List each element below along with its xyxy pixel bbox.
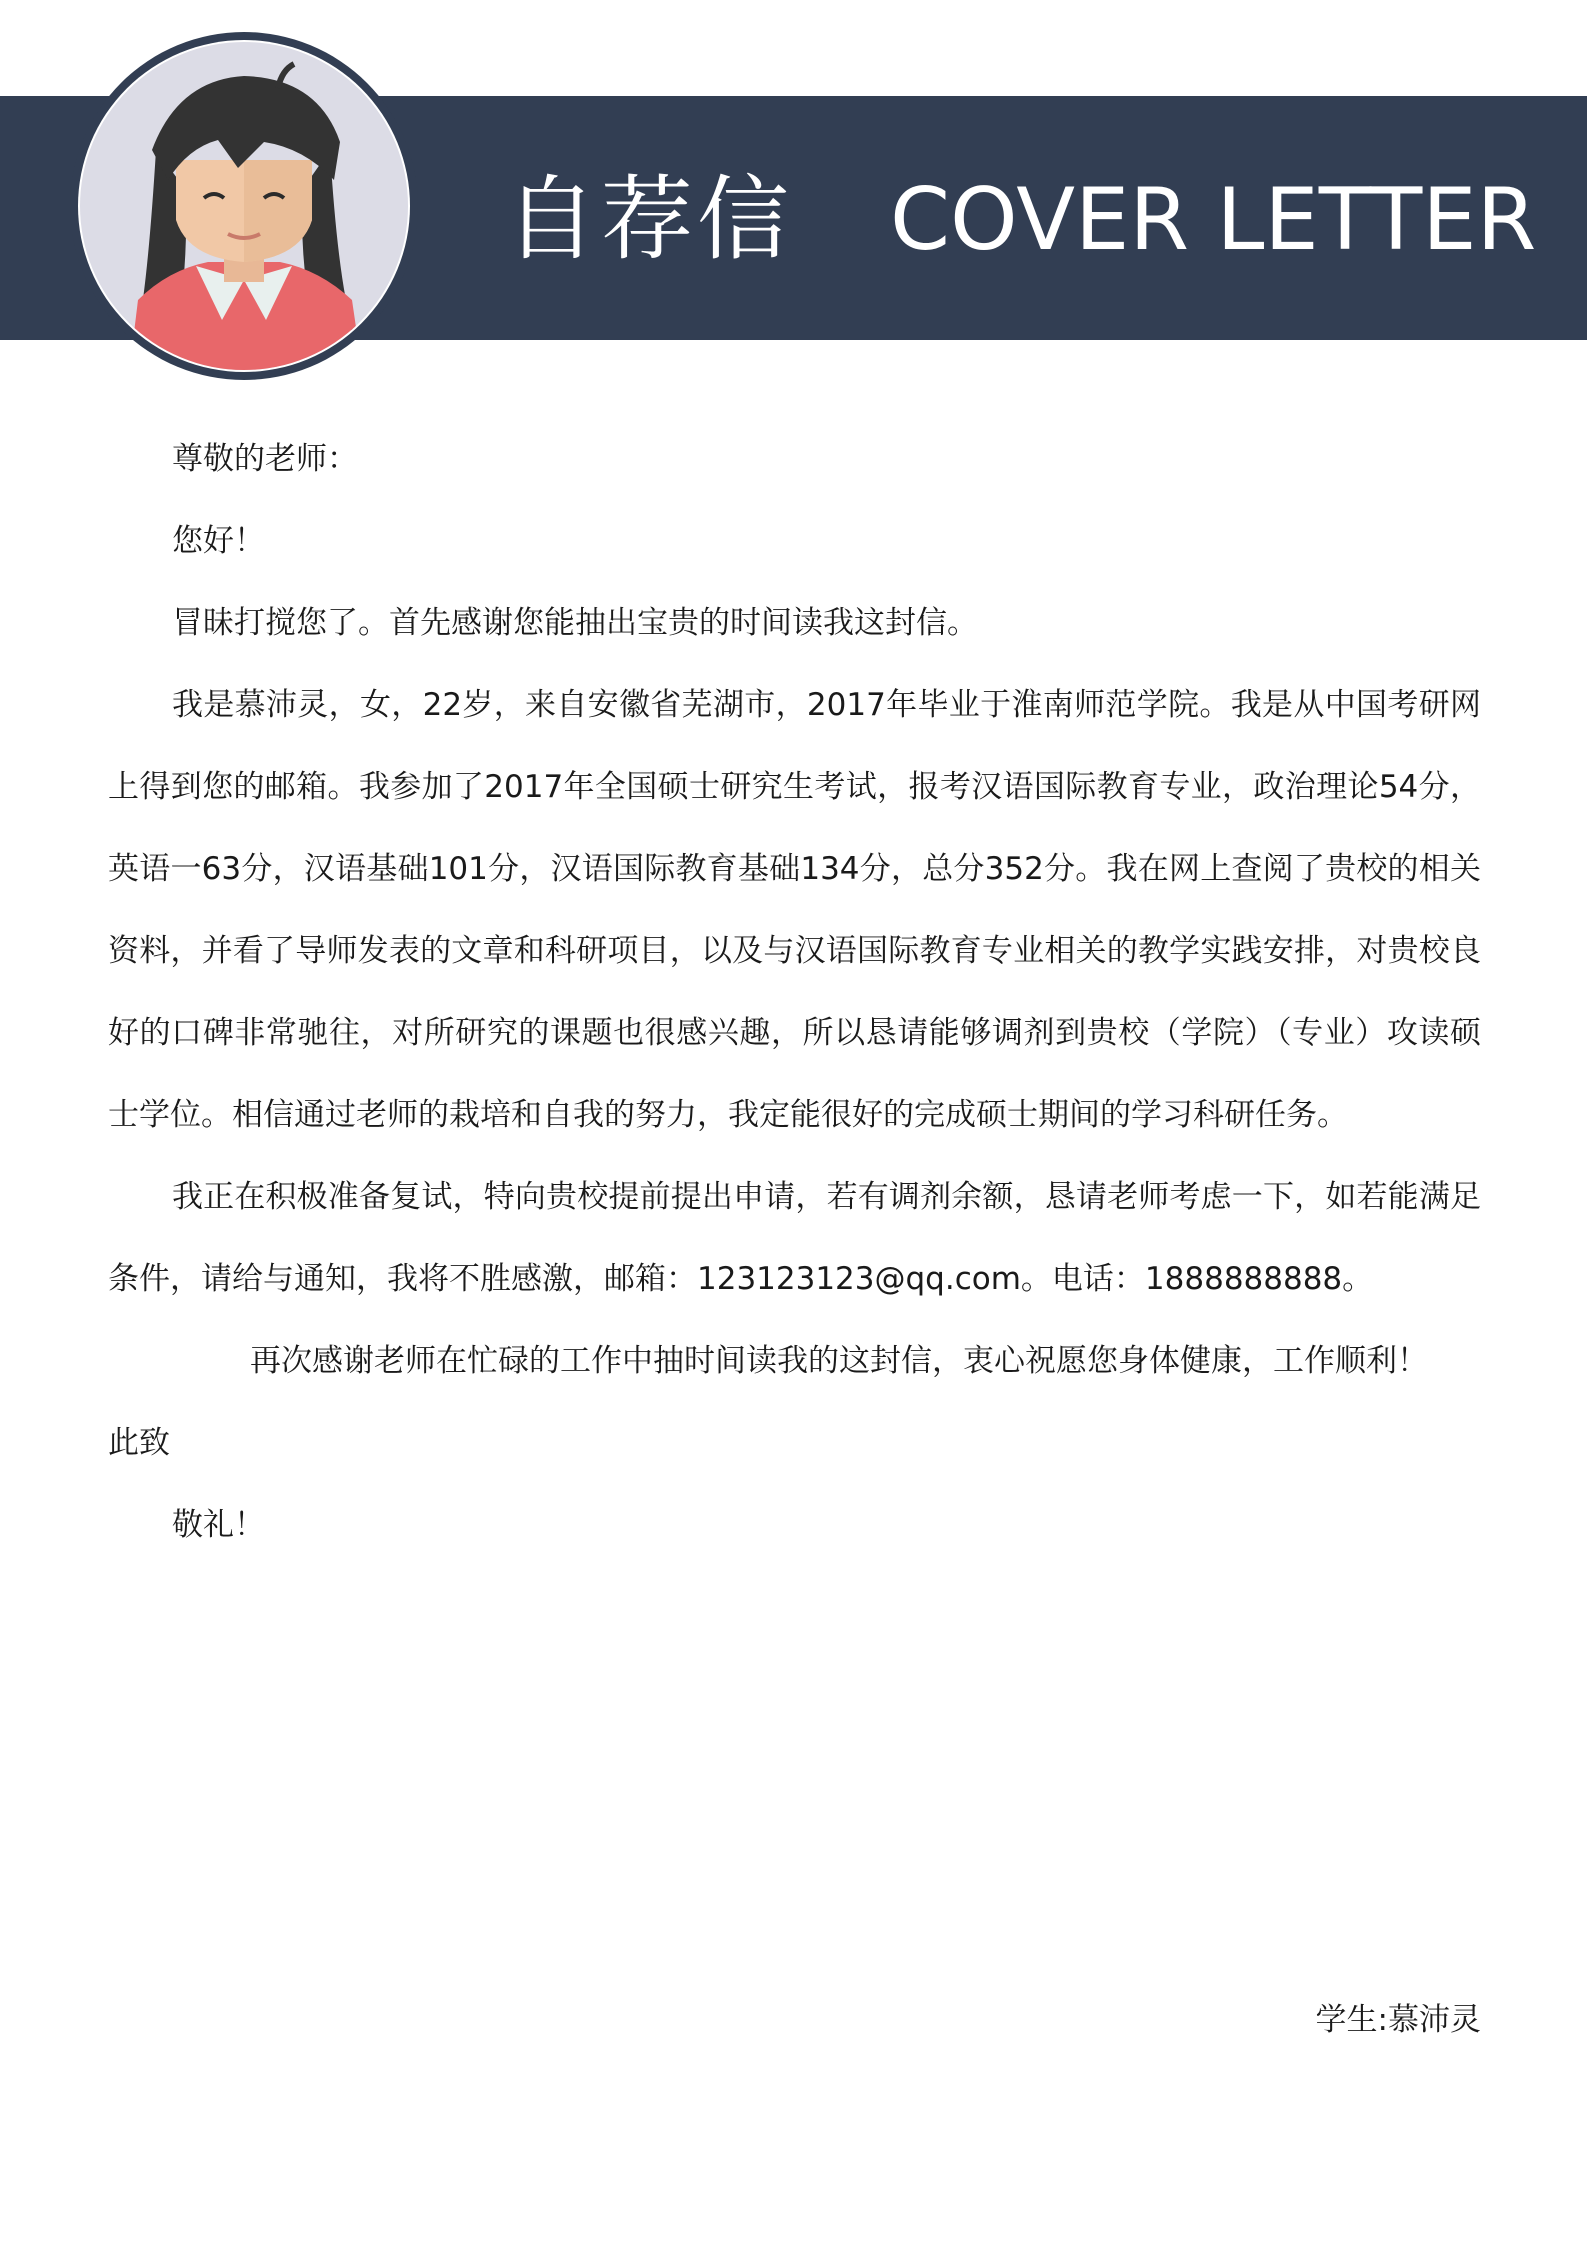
- letter-closing-line1: 此致: [108, 1425, 170, 1461]
- letter-paragraph-request: 我正在积极准备复试，特向贵校提前提出申请，若有调剂余额，恳请老师考虑一下，如若能满足条件，请给与通知，我将不胜感激，邮箱：123123123@qq.com。电话：1888888888。: [108, 1179, 1481, 1297]
- avatar-illustration: [68, 30, 420, 382]
- letter-closing-line2: 敬礼！: [172, 1507, 265, 1543]
- page-title-english: COVER LETTER: [890, 170, 1537, 270]
- letter-paragraph-background: 我是慕沛灵，女，22岁，来自安徽省芜湖市，2017年毕业于淮南师范学院。我是从中国考研网上得到您的邮箱。我参加了2017年全国硕士研究生考试，报考汉语国际教育专业，政治理论54分，英语一63分，汉语基础101分，汉语国际教育基础134分，总分352分。我在网上查阅了贵校的相关资料，并看了导师发表的文章和科研项目，以及与汉语国际教育专业相关的教学实践安排，对贵校良好的口碑非常驰往，对所研究的课题也很感兴趣，所以恳请能够调剂到贵校（学院）（专业）攻读硕士学位。相信通过老师的栽培和自我的努力，我定能很好的完成硕士期间的学习科研任务。: [108, 687, 1481, 1133]
- letter-paragraph-intro: 冒昧打搅您了。首先感谢您能抽出宝贵的时间读我这封信。: [172, 605, 978, 641]
- page-title-chinese: 自荐信: [505, 166, 794, 273]
- letter-body: [108, 418, 1481, 1566]
- letter-signature: 学生:慕沛灵: [1315, 2002, 1481, 2038]
- letter-greeting: 您好！: [172, 523, 265, 559]
- letter-salutation: 尊敬的老师：: [172, 441, 358, 477]
- letter-paragraph-thanks: 再次感谢老师在忙碌的工作中抽时间读我的这封信，衷心祝愿您身体健康，工作顺利！: [250, 1343, 1428, 1379]
